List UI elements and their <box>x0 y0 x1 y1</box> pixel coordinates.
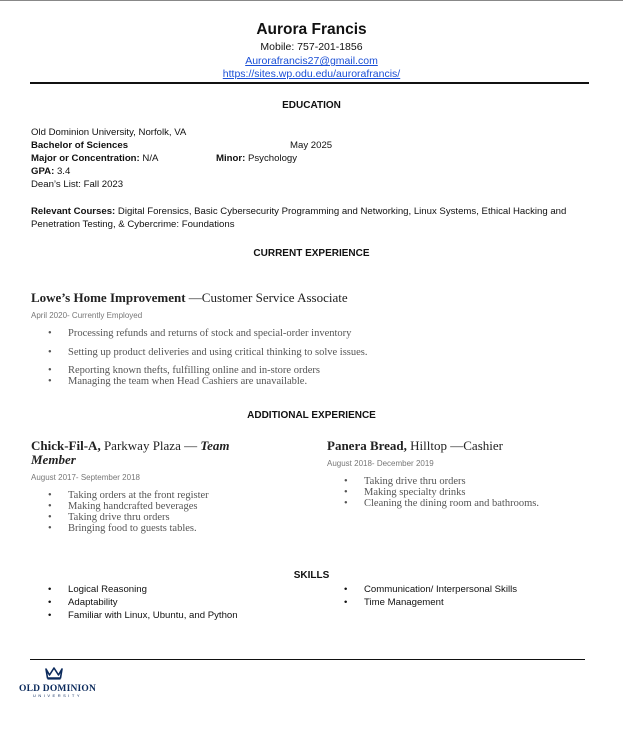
chickfila-role-line2: Member <box>31 452 76 467</box>
panera-location: Hilltop —Cashier <box>406 438 503 453</box>
chickfila-bullet-list <box>48 490 209 534</box>
list-item: • Logical Reasoning <box>48 584 238 595</box>
list-item: • Taking drive thru orders <box>48 512 209 523</box>
mobile-number: Mobile: 757-201-1856 <box>260 41 363 53</box>
degree: Bachelor of Sciences <box>31 140 129 151</box>
list-item: • Familiar with Linux, Ubuntu, and Python <box>48 610 238 621</box>
gpa-label: GPA: <box>31 166 55 177</box>
minor-value: Psychology <box>245 153 298 164</box>
gpa <box>31 166 70 177</box>
list-item: • Making handcrafted beverages <box>48 501 209 512</box>
chickfila-role-line2-row <box>31 452 76 468</box>
footer-divider <box>30 659 585 660</box>
header-divider <box>30 82 589 84</box>
email-row <box>0 55 623 67</box>
panera-job-title <box>327 438 503 454</box>
list-item: • Reporting known thefts, fulfilling online and in-store orders <box>48 365 368 376</box>
logo-subtitle: UNIVERSITY <box>33 693 83 698</box>
chickfila-company: Chick-Fil-A, <box>31 438 101 453</box>
education-heading: EDUCATION <box>282 100 341 111</box>
courses-label: Relevant Courses: <box>31 206 116 217</box>
list-item: • Setting up product deliveries and using critical thinking to solve issues. <box>48 347 368 358</box>
chickfila-dates: August 2017- September 2018 <box>31 473 140 482</box>
list-item: • Taking drive thru orders <box>344 476 539 487</box>
crown-icon <box>45 666 63 680</box>
courses-line1: Digital Forensics, Basic Cybersecurity Programming and Networking, Linux Systems, Ethical Hacking and <box>115 206 567 217</box>
current-experience-heading: CURRENT EXPERIENCE <box>253 248 370 259</box>
list-item: • Communication/ Interpersonal Skills <box>344 584 517 595</box>
skills-heading: SKILLS <box>293 570 330 581</box>
skills-right-list <box>344 584 517 608</box>
skills-left-list <box>48 584 238 621</box>
gpa-value: 3.4 <box>54 166 71 177</box>
graduation-date: May 2025 <box>290 140 333 151</box>
list-item: • Making specialty drinks <box>344 487 539 498</box>
lowes-bullet-list <box>48 328 368 387</box>
chickfila-location: Parkway Plaza — <box>100 438 201 453</box>
email-link[interactable]: Aurorafrancis27@gmail.com <box>245 55 378 67</box>
courses-line2: Penetration Testing, & Cybercrime: Foundations <box>31 219 235 230</box>
candidate-name: Aurora Francis <box>256 21 367 38</box>
panera-bullet-list <box>344 476 539 509</box>
additional-experience-heading: ADDITIONAL EXPERIENCE <box>247 410 376 421</box>
relevant-courses <box>31 206 566 217</box>
panera-company: Panera Bread, <box>327 438 407 453</box>
panera-dates: August 2018- December 2019 <box>327 459 434 468</box>
major-value: N/A <box>139 153 159 164</box>
minor <box>216 153 297 164</box>
logo-name: OLD DOMINION <box>19 684 97 694</box>
website-row <box>0 68 623 80</box>
lowes-dates: April 2020- Currently Employed <box>31 311 143 320</box>
list-item: • Taking orders at the front register <box>48 490 209 501</box>
lowes-role: —Customer Service Associate <box>185 290 348 305</box>
list-item: • Processing refunds and returns of stock and special-order inventory <box>48 328 368 339</box>
major <box>31 153 158 164</box>
lowes-job-title <box>31 290 348 306</box>
top-rule <box>0 0 623 1</box>
major-label: Major or Concentration: <box>31 153 140 164</box>
list-item: • Adaptability <box>48 597 238 608</box>
list-item: • Managing the team when Head Cashiers are unavailable. <box>48 376 368 387</box>
school-name: Old Dominion University, Norfolk, VA <box>31 127 187 138</box>
list-item: • Time Management <box>344 597 517 608</box>
list-item: • Bringing food to guests tables. <box>48 523 209 534</box>
website-link[interactable]: https://sites.wp.odu.edu/aurorafrancis/ <box>222 68 401 80</box>
minor-label: Minor: <box>216 153 246 164</box>
chickfila-role-line1: Team <box>200 438 230 453</box>
lowes-company: Lowe’s Home Improvement <box>31 290 186 305</box>
list-item: • Cleaning the dining room and bathrooms. <box>344 498 539 509</box>
deans-list: Dean’s List: Fall 2023 <box>31 179 124 190</box>
